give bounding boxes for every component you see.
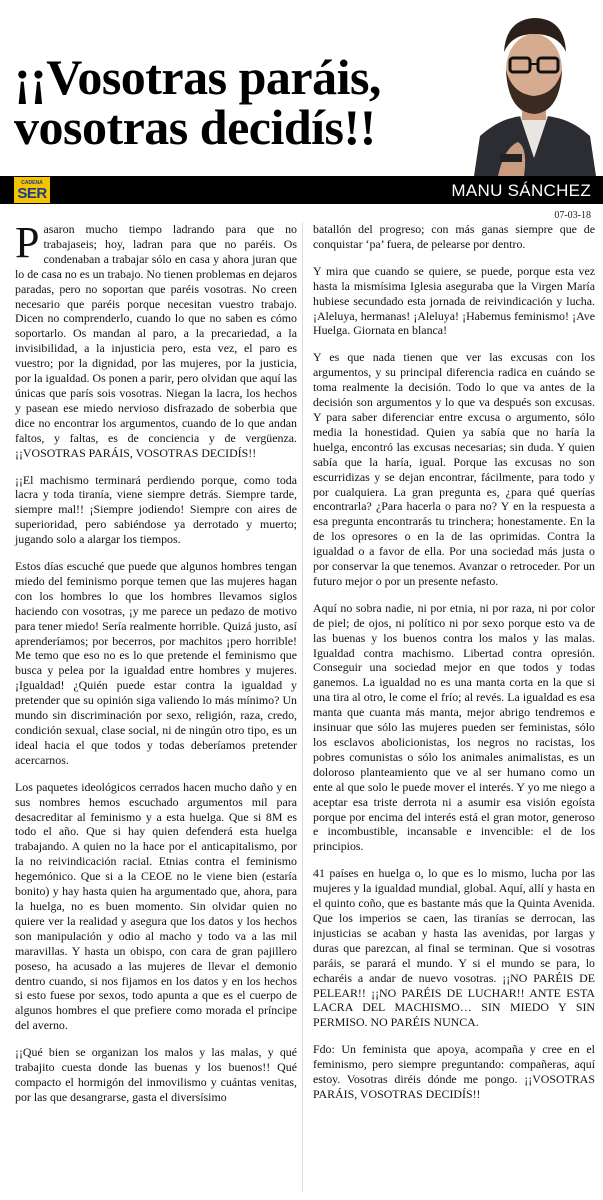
paragraph: Y mira que cuando se quiere, se puede, porque esta vez hasta la mismísima Iglesia aseguraba que la Virgen María hubiese secundado esta jornada de reivindicación y lucha. ¡Aleluya, hermanas! ¡Aleluya! ¡Habemus feminismo! ¡Ave Huelga. Giornata en blanca! — [313, 263, 595, 338]
article-title: ¡¡Vosotras paráis, vosotras decidís!! — [14, 49, 381, 155]
cadena-ser-logo — [14, 177, 50, 203]
paragraph: Y es que nada tienen que ver las excusas con los argumentos, y su principal diferencia radica en cuándo se toma realmente la decisión. Todo lo que va antes de la decisión son argumentos y lo que va después son excusas. Y para saber diferenciar entre excusa o argumento, sólo media la honestidad. Quien ya sabía que no haría la huelga, encontró las excusas necesarias; sin duda. Y quien sabía que la haría, igual. Porque las excusas no son escurridizas y se dejan encontrar, fácilmente, para todo y por cualquiera. La gran pregunta es, ¿para qué querías encontrarla? ¿Para hacerla o para no? Y en la respuesta a esa pregunta encontrarás tu trinchera; honestamente. En la de los opresores o en la de las oprimidas. Contra la igualdad o a favor de ella. Por una sociedad más justa o por conservar la que tenemos. Avanzar o retroceder. Por un futuro mejor o por un presente nefasto. — [313, 350, 595, 588]
paragraph: ¡¡Qué bien se organizan los malos y las malas, y qué trabajito cuesta donde las buenas y los buenos!! Qué compacto el hormigón del inmovilismo y cuántas venitas, por las que desangrarse, gasta el diversísimo — [15, 1045, 297, 1104]
author-portrait-image — [470, 8, 598, 176]
paragraph: Aquí no sobra nadie, ni por etnia, ni por raza, ni por color de piel; de ojos, ni político ni por sexo porque esto va de las buenas y los buenos contra los malos y las malas. Igualdad contra machismo. Libertad contra opresión. Conseguir una sociedad mejor en que todos y todas ganemos. La igualdad no es una manta corta en la que si una tira al otro, le come el frío; al revés. La igualdad es esa manta que cuanta más manta, mejor abrigo tendremos e insinuar que sólo las mujeres pueden ser feministas, sólo los esclavos abolicionistas, los negros no racistas, los pobres comunistas o sólo los animales animalistas, es un doloroso planteamiento que ve al ser humano como un ente al que solo le puede mover el interés. Y yo me niego a aceptar esa triste derrota ni a asumir esa visión egoísta porque por encima del interés está el gran motor, generoso e incombustible, incansable e invencible: el de los principios. — [313, 600, 595, 854]
article-column-right — [313, 222, 595, 1114]
paragraph: batallón del progreso; con más ganas siempre que de conquistar ‘pa’ fuera, de pelearse por dentro. — [313, 222, 595, 251]
article-date: 07-03-18 — [554, 210, 591, 221]
drop-cap: P — [15, 218, 40, 267]
paragraph-text: asaron mucho tiempo ladrando para que no trabajaseis; hoy, ladran para que no paréis. Os condenaban a trabajar sólo en casa y ahora juran que lo de casa no es un trabajo. No tienen problemas en dejaros paradas, pero no soportan que paréis vosotras. No creen necesario que paréis porque necesitan vuestro trabajo. Dicen no comprenderlo, cuando lo que no saben es cómo soportarlo. Os mandan al paro, a la precariedad, a la invisibilidad, a la injusticia pero, esta vez, el paro es vuestro; por la dignidad, por las mujeres, por la justicia, por la igualdad. Os ponen a parir, pero olvidan que aquí las únicas que parís sois vosotras. Niegan la lacra, los hechos y pasean ese miedo nervioso disfrazado de soberbia que dice no encontrar los argumentos, cuando de lo que andan faltos, y faltas, es de conciencia y de vergüenza. ¡¡VOSOTRAS PARÁIS, VOSOTRAS DECIDÍS!! — [15, 222, 297, 460]
paragraph: 41 países en huelga o, lo que es lo mismo, lucha por las mujeres y la igualdad mundial, global. Aquí, allí y hasta en el quinto coño, que es bastante más que la Quinta Avenida. Que los imperios se caen, las tiranías se derrocan, las injusticias se acaban y hasta las avenidas, por largas y duras que parezcan, al final se terminan. Que si vosotras paráis, se parará el mundo. Y si el mundo se para, lo echaréis a andar de nuevo vosotras. ¡¡NO PARÉIS DE PELEAR!! ¡¡NO PARÉIS DE LUCHAR!! ANTE ESTA LACRA DEL MACHISMO… SIN MIEDO Y SIN PERMISO. NO PARÉIS NUNCA. — [313, 866, 595, 1030]
header-bar — [0, 176, 603, 204]
paragraph: Los paquetes ideológicos cerrados hacen mucho daño y en sus nombres hemos escuchado argumentos mil para desacreditar al feminismo y a esta huelga. Que si 8M es todo el año. Que si hay quien defenderá esta huelga trabajando. A quien no la hace por el anticapitalismo, por la no reivindicación racial. Etnias contra el feminismo hegemónico. Que si a la CEOE no le viene bien (estaría bonito) y hay hasta quien ha argumentado que, ahora, para la huelga, no es buen momento. Sin olvidar quien no quiere ver la realidad y asegura que los datos y los hechos son manipulación y odio al macho y todo va a las mil maravillas. Y hasta un obispo, con cara de gran pajillero poseso, ha acusado a las mujeres de llevar el demonio dentro cuando, si nos fijamos en los datos y en los hechos si esto fuese por sexos, todo apunta a que es el cuerpo de algunos hombres el que prefiere como morada el príncipe del averno. — [15, 779, 297, 1033]
paragraph: Fdo: Un feminista que apoya, acompaña y cree en el feminismo, pero siempre preguntando: compañeras, aquí estoy. Vosotras diréis dónde me pongo. ¡¡VOSOTRAS PARÁIS, VOSOTRAS DECIDÍS!! — [313, 1042, 595, 1101]
logo-main-text: SER — [17, 184, 47, 202]
logo-small-text: CADENA — [21, 179, 43, 186]
author-name: MANU SÁNCHEZ — [451, 181, 591, 200]
column-divider — [302, 222, 303, 1192]
article-header — [0, 0, 603, 202]
paragraph: ¡¡El machismo terminará perdiendo porque, como toda lacra y toda tiranía, viene siempre detrás. Siempre tarde, siempre mal!! ¡Siempre jodiendo! Siempre con aires de superioridad, pero sabiéndose ya derrotado y muerto; jugando solo a alargar los tiempos. — [15, 472, 297, 547]
article-column-left — [15, 218, 297, 1117]
paragraph — [15, 218, 297, 461]
author-photo — [470, 8, 598, 176]
paragraph: Estos días escuché que puede que algunos hombres tengan miedo del feminismo porque temen que las mujeres hagan con los hombres lo que los hombres llevamos siglos haciendo con vosotras, ¡y me parece un pedazo de motivo para tener miedo! Sería realmente horrible. Quizá justo, así aprenderíamos; por becerros, por machitos ¡pero horrible! Me temo que eso no es lo que pretende el feminismo que busca y pelea por la igualdad entre hombres y mujeres. ¡Igualdad! ¿Quién puede estar contra la igualdad y pretender que su opinión siga valiendo lo más mínimo? Un mundo sin discriminación por sexo, religión, raza, credo, condición sexual, clase social, ni de ningún otro tipo, es un ideal hacia el que todos y todas deberíamos pretender acercarnos. — [15, 559, 297, 767]
